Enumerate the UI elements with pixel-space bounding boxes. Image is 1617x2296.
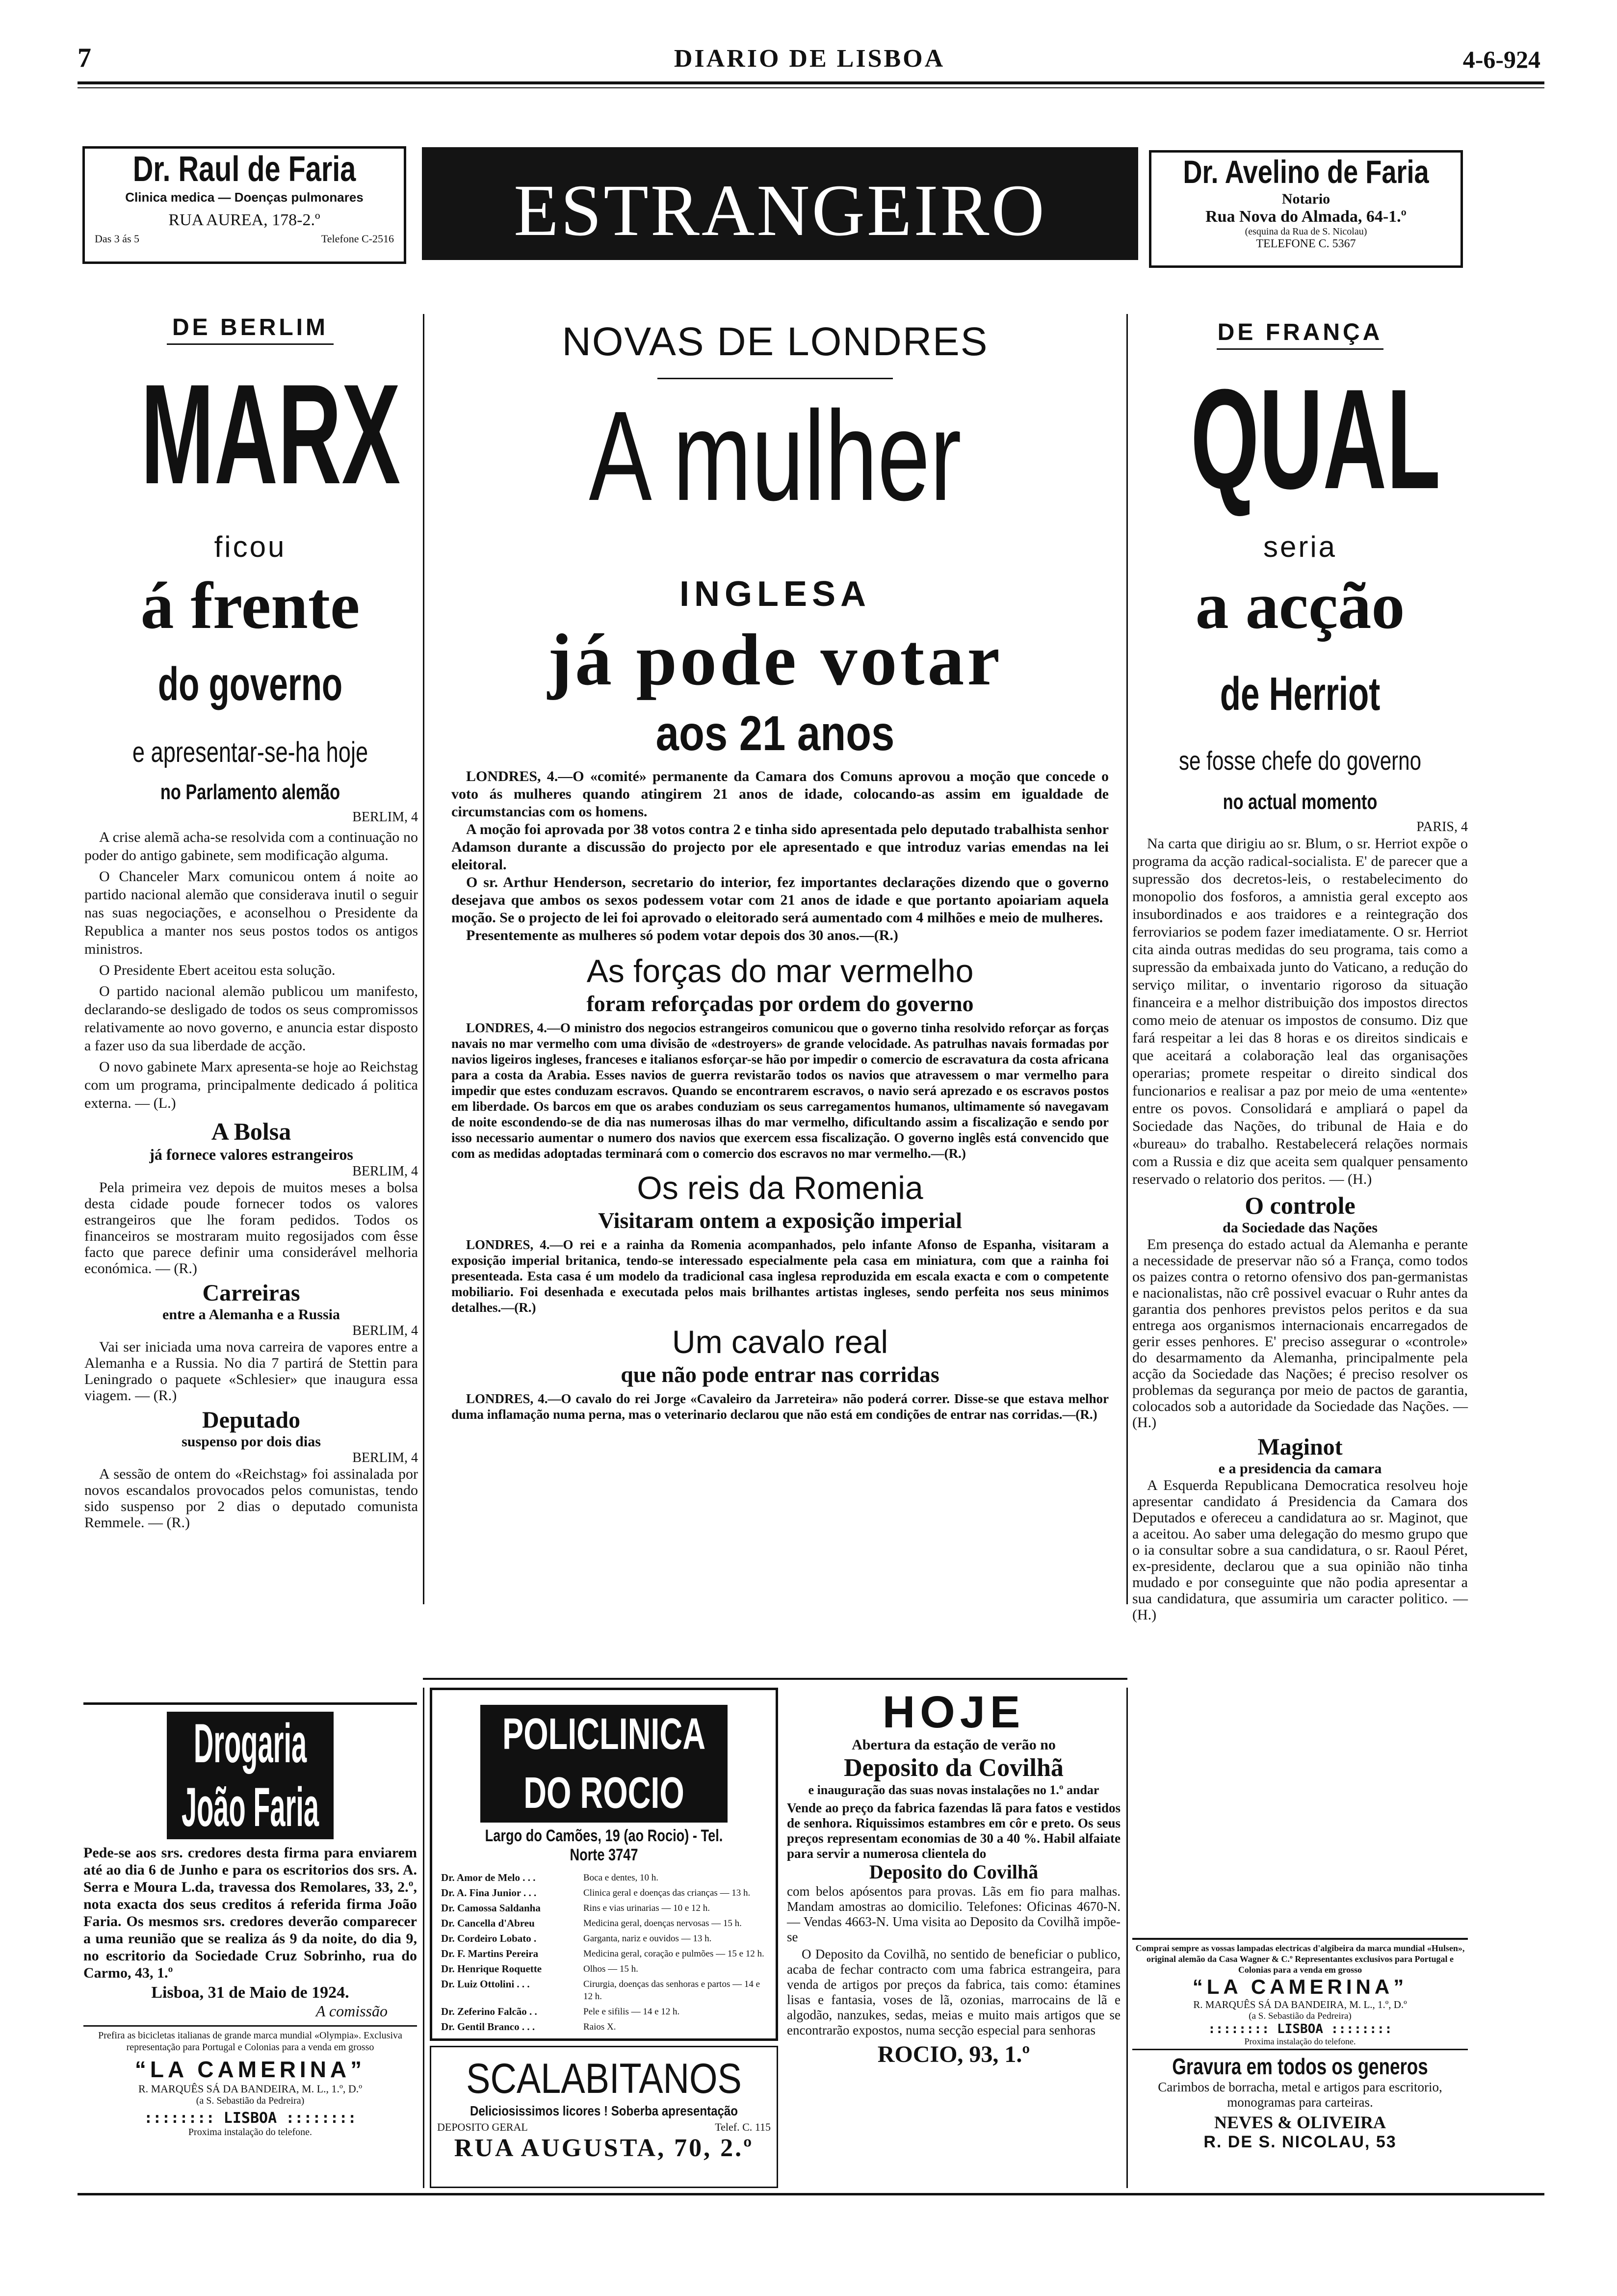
bolsa-dateline: BERLIM, 4 bbox=[352, 1164, 418, 1179]
center-paragraph: A moção foi aprovada por 38 votos contra 2 e tinha sido apresentada pelo deputado trabalhista senhor Adamson durante a discussão do projecto por ele apresentado e que introduz varias emendas na lei eleitoral. bbox=[451, 821, 1109, 873]
story3-title: Os reis da Romenia bbox=[637, 1170, 923, 1206]
left-line-1: ficou bbox=[214, 530, 287, 563]
right-line-4: se fosse chefe do governo bbox=[1178, 746, 1422, 776]
deputado-title: Deputado bbox=[202, 1407, 301, 1433]
camerina-address: R. MARQUÊS SÁ DA BANDEIRA, M. L., 1.º, D.º bbox=[138, 2083, 363, 2095]
right-ads bbox=[1132, 1938, 1468, 2190]
story3-text: LONDRES, 4.—O rei e a rainha da Romenia acompanhados, pelo infante Afonso de Espanha, visitaram a exposição imperial britanica, tendo-se interessado especialmente pela casa em miniatura, com que a rainha foi presenteada. Esta casa é um modelo da tradicional casa inglesa reproduzida em escala exacta e com o competente mobiliario. Foi desenhada e executada pelos mais brilhantes artistas ingleses, sendo perfeita nos seus minimos detalhes.—(R.) bbox=[451, 1237, 1109, 1315]
right-kicker: DE FRANÇA bbox=[1217, 319, 1383, 345]
doctor-row bbox=[441, 2006, 767, 2018]
drogaria-title: Drogaria João Faria bbox=[167, 1712, 334, 1839]
story2-subtitle: foram reforçadas por ordem do governo bbox=[586, 991, 974, 1016]
doctor-specialty: Pele e sifilis — 14 e 12 h. bbox=[583, 2007, 680, 2017]
camerina-city-right: :::::::: LISBOA :::::::: bbox=[1208, 2022, 1392, 2036]
camerina-brand: “LA CAMERINA” bbox=[134, 2057, 366, 2082]
scalabitanos-depot: DEPOSITO GERAL bbox=[437, 2121, 528, 2133]
carreiras-dateline: BERLIM, 4 bbox=[352, 1323, 418, 1338]
deputado-subtitle: suspenso por dois dias bbox=[182, 1434, 321, 1450]
story3-subtitle: Visitaram ontem a exposição imperial bbox=[598, 1208, 962, 1233]
center-line-2: já pode votar bbox=[548, 619, 1003, 701]
doctor-row bbox=[441, 1978, 767, 2003]
right-line-1: seria bbox=[1263, 530, 1337, 563]
left-paragraph: A crise alemã acha-se resolvida com a continuação no poder do antigo gabinete, sem modificação alguma. bbox=[84, 829, 418, 863]
ad-notary-phone: TELEFONE C. 5367 bbox=[1256, 237, 1356, 250]
maginot-title: Maginot bbox=[1257, 1434, 1343, 1460]
bolsa-text: Pela primeira vez depois de muitos meses a bolsa desta cidade poude fornecer todos os valores estrangeiros que lhe foram pedidos. Todos os financeiros se mostraram muito regosijados com êsse facto que parece definir uma considerável melhoria económica. — (R.) bbox=[84, 1179, 418, 1277]
story4-subtitle: que não pode entrar nas corridas bbox=[621, 1362, 939, 1387]
doctor-specialty: Clinica geral e doenças das crianças — 13 h. bbox=[583, 1888, 751, 1898]
gravura-title: Gravura em todos os generos bbox=[1172, 2054, 1428, 2079]
ad-notary-note: (esquina da Rua de S. Nicolau) bbox=[1245, 226, 1367, 237]
doctor-specialty: Olhos — 15 h. bbox=[583, 1964, 638, 1974]
center-ads-rule bbox=[423, 1678, 1127, 1680]
right-article bbox=[1132, 819, 1468, 1626]
header-rule-thin bbox=[78, 87, 1544, 88]
story2-text: LONDRES, 4.—O ministro dos negocios estrangeiros comunicou que o governo tinha resolvido reforçar as forças navais no mar vermelho com uma divisão de «destroyers» de grande velocidade. As patrulhas navais formadas por navios ligeiros ingleses, franceses e italianos esforçar-se hão por impedir o comercio de escravatura da costa africana para a costa da Arabia. Esses navios de guerra revistarão todos os navios que atravessem o mar vermelho para impedir que estes conduzam escravos. Quando se encontrarem escravos, o navio será aprezado e os escravos postos em liberdade. Os barcos em que os arabes conduziam os seus carregamentos humanos, ultimamente só navegavam de noite escondendo-se de dia nas numerosas ilhas do mar vermelho, dificultando assim a fiscalização e sendo por isso necessario aumentar o numero dos navios que exercem essa fiscalização. O governo inglês está convencido que com as medidas adoptadas terminará com o comercio dos escravos no mar vermelho.—(R.) bbox=[451, 1020, 1109, 1161]
hoje-ad bbox=[787, 1688, 1121, 2188]
camerina-phone-right: Proxima instalação do telefone. bbox=[1132, 2036, 1468, 2050]
hoje-line-2: Deposito da Covilhã bbox=[844, 1754, 1064, 1782]
left-kicker-ornament bbox=[167, 343, 334, 345]
center-lead: LONDRES, 4.—O «comité» permanente da Camara dos Comuns aprovou a moção que concede o voto ás mulheres quando atingirem 21 anos de idade, colocando-as assim em igualdade de circumstancias com os homens. bbox=[451, 768, 1109, 820]
ad-specialty: Clinica medica — Doenças pulmonares bbox=[125, 190, 364, 205]
gravura-text: Carimbos de borracha, metal e artigos para escritorio, monogramas para carteiras. bbox=[1158, 2080, 1442, 2110]
camerina-promo: Prefira as bicicletas italianas de grande marca mundial «Olympia». Exclusiva representação para Portugal e Colonias para a venda em grosso bbox=[98, 2030, 402, 2053]
doctor-name: Dr. Camossa Saldanha bbox=[441, 1902, 541, 1914]
column-rule-right bbox=[1126, 314, 1128, 1604]
center-line-1: INGLESA bbox=[679, 574, 871, 614]
bolsa-title: A Bolsa bbox=[211, 1118, 291, 1145]
doctor-name: Dr. Henrique Roquette bbox=[441, 1963, 542, 1975]
ad-doctor-name: Dr. Raul de Faria bbox=[132, 150, 356, 189]
left-paragraph: O partido nacional alemão publicou um manifesto, declarando-se desligado de todos os seus compromissos relativamente ao novo governo, e anuncia estar disposto a fazer uso da sua liberdade de acção. bbox=[84, 983, 418, 1054]
camerina-city: :::::::: LISBOA :::::::: bbox=[144, 2110, 357, 2127]
doctor-name: Dr. Luiz Ottolini . . . bbox=[441, 1978, 530, 1990]
avelino-faria-ad bbox=[1149, 150, 1463, 268]
left-paragraph: O novo gabinete Marx apresenta-se hoje ao Reichstag com um programa, principalmente dedicado á politica externa. — (L.) bbox=[84, 1059, 418, 1111]
maginot-subtitle: e a presidencia da camara bbox=[1218, 1461, 1382, 1477]
right-paragraph: Na carta que dirigiu ao sr. Blum, o sr. Herriot expõe o programa da acção radical-socialista. E' de parecer que a supressão dos decretos-leis, o restabelecimento do monopolio dos fosforos, a amnistia geral excepto aos insubordinados e aos traidores e a reintegração dos ferroviarios se podem fazer imediatamente. O sr. Herriot cita ainda outras medidas do seu programa, tais como a supressão da embaixada junto do Vaticano, a redução do serviço militar, o inventario rigoroso da situação financeira e a melhor distribuição dos impostos directos como meio de atenuar os impostos de consumo. Diz que fará respeitar a lei das 8 horas e os direitos sindicais e que aceitará a colaboração leal das organisações operarias; promete respeitar o direito sindical dos funcionarios e realisar a paz por meio de uma «entente» entre os povos. Consolidará e ampliará o papel da Sociedade das Nações, do tribunal de Haia e do «bureau» do trabalho. Restabelecerá relações normais com a Russia e diz que aceita sem qualquer pensamento reservado o relatorio dos peritos. — (H.) bbox=[1132, 835, 1468, 1187]
policlinica-title: POLICLINICA DO ROCIO bbox=[480, 1705, 728, 1823]
scalabitanos-phone: Telef. C. 115 bbox=[715, 2121, 771, 2133]
left-dateline: BERLIM, 4 bbox=[352, 809, 418, 825]
policlinica-doctor-list bbox=[432, 1872, 776, 2033]
ad-hours: Das 3 ás 5 bbox=[95, 233, 140, 245]
policlinica-ad bbox=[430, 1688, 778, 2041]
right-line-2: a acção bbox=[1195, 569, 1405, 643]
scalabitanos-ad bbox=[430, 2046, 778, 2188]
doctor-specialty: Medicina geral, doenças nervosas — 15 h. bbox=[583, 1918, 742, 1929]
doctor-name: Dr. Zeferino Falcão . . bbox=[441, 2006, 537, 2017]
left-article bbox=[84, 809, 418, 1534]
center-paragraph: Presentemente as mulheres só podem votar depois dos 30 anos.—(R.) bbox=[466, 927, 898, 943]
right-dateline: PARIS, 4 bbox=[1416, 819, 1468, 835]
drogaria-text: Pede-se aos srs. credores desta firma para enviarem até ao dia 6 de Junho e para os escritorios dos srs. A. Serra e Moura L.da, travessa dos Remolares, 33, 2.º, nota exacta dos seus creditos á referida firma João Faria. Os mesmos srs. credores deverão comparecer a uma reunião que se realiza ás 9 da noite, do dia 9, no escritorio da Sociedade Cruz Sobrinho, rua do Carmo, 43, 1.º bbox=[83, 1845, 417, 1981]
center-line-3: aos 21 anos bbox=[655, 706, 895, 761]
center-headline: A mulher bbox=[589, 385, 962, 527]
camerina-address-right: R. MARQUÊS SÁ DA BANDEIRA, M. L., 1.º, D.º bbox=[1193, 1999, 1407, 2010]
bolsa-subtitle: já fornece valores estrangeiros bbox=[149, 1146, 353, 1163]
header-rule bbox=[78, 81, 1544, 84]
right-kicker-ornament bbox=[1217, 348, 1383, 350]
drogaria-ad bbox=[83, 1702, 417, 2191]
doctor-name: Dr. Amor de Melo . . . bbox=[441, 1872, 536, 1883]
doctor-specialty: Boca e dentes, 10 h. bbox=[583, 1873, 659, 1883]
hoje-line-5: Deposito do Covilhã bbox=[869, 1861, 1039, 1883]
raul-faria-ad bbox=[82, 146, 406, 264]
doctor-specialty: Cirurgia, doenças das senhoras e partos — 14 e 12 h. bbox=[583, 1979, 760, 2002]
gravura-firm: NEVES & OLIVEIRA bbox=[1214, 2113, 1386, 2132]
doctor-row bbox=[441, 1963, 767, 1975]
controle-text: Em presença do estado actual da Alemanha e perante a necessidade de preservar não só a França, como todos os paizes contra o retorno ofensivo dos pan-germanistas e nacionalistas, não crê possivel evacuar o Ruhr antes da garantia dos penhores previstos pelos peritos e da sua entrega aos organismos internacionais encarregados de gerir esses penhores. E' preciso assegurar o «controle» do desarmamento da Alemanha, principalmente pela acção da Sociedade das Nações; é preciso resolver os problemas da segurança por meio de pactos de garantia, colocados sob a autoridade da Sociedade das Nações. — (H.) bbox=[1132, 1236, 1468, 1431]
doctor-name: Dr. Cordeiro Lobato . bbox=[441, 1932, 537, 1944]
hoje-line-1: Abertura da estação de verão no bbox=[852, 1737, 1056, 1753]
center-kicker-ornament bbox=[657, 378, 893, 379]
doctor-name: Dr. Gentil Branco . . . bbox=[441, 2021, 535, 2033]
doctor-row bbox=[441, 1917, 767, 1930]
ad-notary-address: Rua Nova do Almada, 64-1.º bbox=[1205, 208, 1407, 226]
gravura-firm-address: R. DE S. NICOLAU, 53 bbox=[1203, 2133, 1397, 2151]
center-kicker: NOVAS DE LONDRES bbox=[562, 319, 989, 364]
hoje-address: ROCIO, 93, 1.º bbox=[877, 2041, 1030, 2067]
right-headline: QUAL bbox=[1190, 360, 1441, 519]
left-headline: MARX bbox=[140, 355, 401, 514]
left-kicker: DE BERLIM bbox=[172, 314, 328, 340]
camerina-address-2-right: (a S. Sebastião da Pedreira) bbox=[1249, 2011, 1352, 2021]
camerina-phone: Proxima instalação do telefone. bbox=[188, 2127, 313, 2138]
doctor-specialty: Garganta, nariz e ouvidos — 13 h. bbox=[583, 1933, 712, 1944]
carreiras-title: Carreiras bbox=[202, 1280, 300, 1306]
drogaria-signature: A comissão bbox=[315, 2002, 388, 2020]
left-line-5: no Parlamento alemão bbox=[160, 780, 340, 804]
ad-address: RUA AUREA, 178-2.º bbox=[168, 211, 320, 229]
scalabitanos-title: SCALABITANOS bbox=[466, 2055, 742, 2102]
bottom-rule bbox=[78, 2193, 1544, 2195]
right-line-5: no actual momento bbox=[1223, 790, 1378, 814]
hoje-title: HOJE bbox=[882, 1687, 1025, 1737]
doctor-row bbox=[441, 1902, 767, 1914]
carreiras-text: Vai ser iniciada uma nova carreira de vapores entre a Alemanha e a Russia. No dia 7 partirá de Stettin para Leningrado o paquete «Schlesier» que inaugura essa viagem. — (R.) bbox=[84, 1339, 418, 1404]
story2-title: As forças do mar vermelho bbox=[586, 953, 974, 989]
left-line-3: do governo bbox=[157, 658, 343, 710]
section-title: ESTRANGEIRO bbox=[514, 170, 1046, 251]
right-line-3: de Herriot bbox=[1220, 668, 1381, 720]
center-article bbox=[451, 768, 1109, 1422]
ad-notary-name: Dr. Avelino de Faria bbox=[1183, 154, 1429, 190]
newspaper-title: DIARIO DE LISBOA bbox=[674, 45, 945, 73]
scalabitanos-subtitle: Deliciosissimos licores ! Soberba apresentação bbox=[469, 2103, 738, 2118]
doctor-row bbox=[441, 1932, 767, 1945]
hoje-line-4: Vende ao preço da fabrica fazendas lã para fatos e vestidos de senhora. Riquissimos estambres em côr e preto. Os seus preços representam economias de 30 a 40 %. Habil alfaiate para servir a numerosa clientela do bbox=[787, 1800, 1121, 1861]
scalabitanos-address: RUA AUGUSTA, 70, 2.º bbox=[454, 2134, 754, 2162]
drogaria-date: Lisboa, 31 de Maio de 1924. bbox=[151, 1983, 349, 2002]
ad-phone: Telefone C-2516 bbox=[321, 233, 394, 245]
deputado-text: A sessão de ontem do «Reichstag» foi assinalada por novos escandalos provocados pelos comunistas, tendo sido suspenso por 2 dias o deputado comunista Remmele. — (R.) bbox=[84, 1466, 418, 1531]
doctor-name: Dr. Cancella d'Abreu bbox=[441, 1917, 535, 1929]
story4-text: LONDRES, 4.—O cavalo do rei Jorge «Cavaleiro da Jarreteira» não poderá correr. Disse-se que estava melhor duma inflamação numa perna, mas o veterinario declarou que não está em condições de entrar nas corridas.—(R.) bbox=[451, 1391, 1109, 1422]
doctor-row bbox=[441, 1887, 767, 1899]
page-number: 7 bbox=[78, 43, 91, 73]
hoje-line-3: e inauguração das suas novas instalações no 1.º andar bbox=[808, 1783, 1099, 1797]
issue-date: 4-6-924 bbox=[1462, 46, 1540, 73]
left-line-4: e apresentar-se-ha hoje bbox=[132, 736, 368, 768]
center-paragraph: O sr. Arthur Henderson, secretario do interior, fez importantes declarações dizendo que o governo desejava que ambos os sexos podessem votar com 21 anos de idade e que portanto apoiariam aquela moção. Se o projecto de lei foi aprovado o eleitorado será aumentado com 4 milhões e meio de mulheres. bbox=[451, 874, 1109, 926]
hoje-line-7: O Deposito da Covilhã, no sentido de beneficiar o publico, acaba de fechar contracto com uma fabrica estrangeira, para venda de artigos por preços da fabrica, tais como: étamines lisas e fantasia, voses de lã, ozonias, marrocains de lã e algodão, nanzukes, sedas, meias e muito mais artigos que se encontrarão expostos, numa secção especial para senhoras bbox=[787, 1947, 1121, 2037]
controle-subtitle: da Sociedade das Nações bbox=[1223, 1220, 1378, 1236]
doctor-specialty: Rins e vias urinarias — 10 e 12 h. bbox=[583, 1903, 710, 1913]
doctor-row bbox=[441, 1872, 767, 1884]
doctor-name: Dr. A. Fina Junior . . . bbox=[441, 1887, 537, 1899]
column-rule-left-lower bbox=[423, 1688, 424, 2188]
left-paragraph: O Chanceler Marx comunicou ontem á noite ao partido nacional alemão que considerava inutil o seguir nas suas negociações, e aconselhou o Presidente da Republica a manter nos seus postos todos os antigos ministros. bbox=[84, 868, 418, 957]
doctor-specialty: Medicina geral, coração e pulmões — 15 e 12 h. bbox=[583, 1949, 764, 1959]
deputado-dateline: BERLIM, 4 bbox=[352, 1450, 418, 1465]
doctor-name: Dr. F. Martins Pereira bbox=[441, 1948, 539, 1959]
camerina-promo-right: Comprai sempre as vossas lampadas electricas d'algibeira da marca mundial «Hulsen», original alemão da Casa Wagner & C.º Representantes exclusivos para Portugal e Colonias para a venda em grosso bbox=[1135, 1943, 1465, 1975]
left-line-2: á frente bbox=[140, 569, 360, 643]
maginot-text: A Esquerda Republicana Democratica resolveu hoje apresentar candidato á Presidencia da Camara dos Deputados e ofereceu a candidatura ao sr. Maginot, que a aceitou. Ao saber uma delegação do mesmo grupo que o ia consultar sobre a sua candidatura, o sr. Raoul Péret, ex-presidente, declarou que a sua opinião não tinha mudado e por conseguinte que não podia apresentar a sua candidatura, que assumiria um caracter politico. — (H.) bbox=[1132, 1477, 1468, 1623]
column-rule-left bbox=[423, 314, 424, 1604]
doctor-row bbox=[441, 1948, 767, 1960]
camerina-brand-right: “LA CAMERINA” bbox=[1192, 1975, 1408, 1998]
column-rule-right-lower bbox=[1126, 1688, 1128, 2188]
hoje-line-6: com belos apósentos para provas. Lãs em fio para malhas. Mandam amostras ao domicilio. Telefones: Oficinas 4670-N. — Vendas 4663-N. Uma visita ao Deposito da Covilhã impõe-se bbox=[787, 1884, 1121, 1944]
doctor-row bbox=[441, 2021, 767, 2033]
story4-title: Um cavalo real bbox=[672, 1324, 888, 1360]
ad-notary-title: Notario bbox=[1281, 191, 1330, 207]
controle-title: O controle bbox=[1245, 1192, 1356, 1219]
carreiras-subtitle: entre a Alemanha e a Russia bbox=[162, 1306, 340, 1323]
left-paragraph: O Presidente Ebert aceitou esta solução. bbox=[99, 962, 336, 978]
section-banner bbox=[422, 147, 1138, 260]
doctor-specialty: Raios X. bbox=[583, 2022, 616, 2032]
camerina-address-2: (a S. Sebastião da Pedreira) bbox=[196, 2095, 305, 2106]
policlinica-address: Largo do Camões, 19 (ao Rocio) - Tel. Norte 3747 bbox=[485, 1826, 723, 1864]
